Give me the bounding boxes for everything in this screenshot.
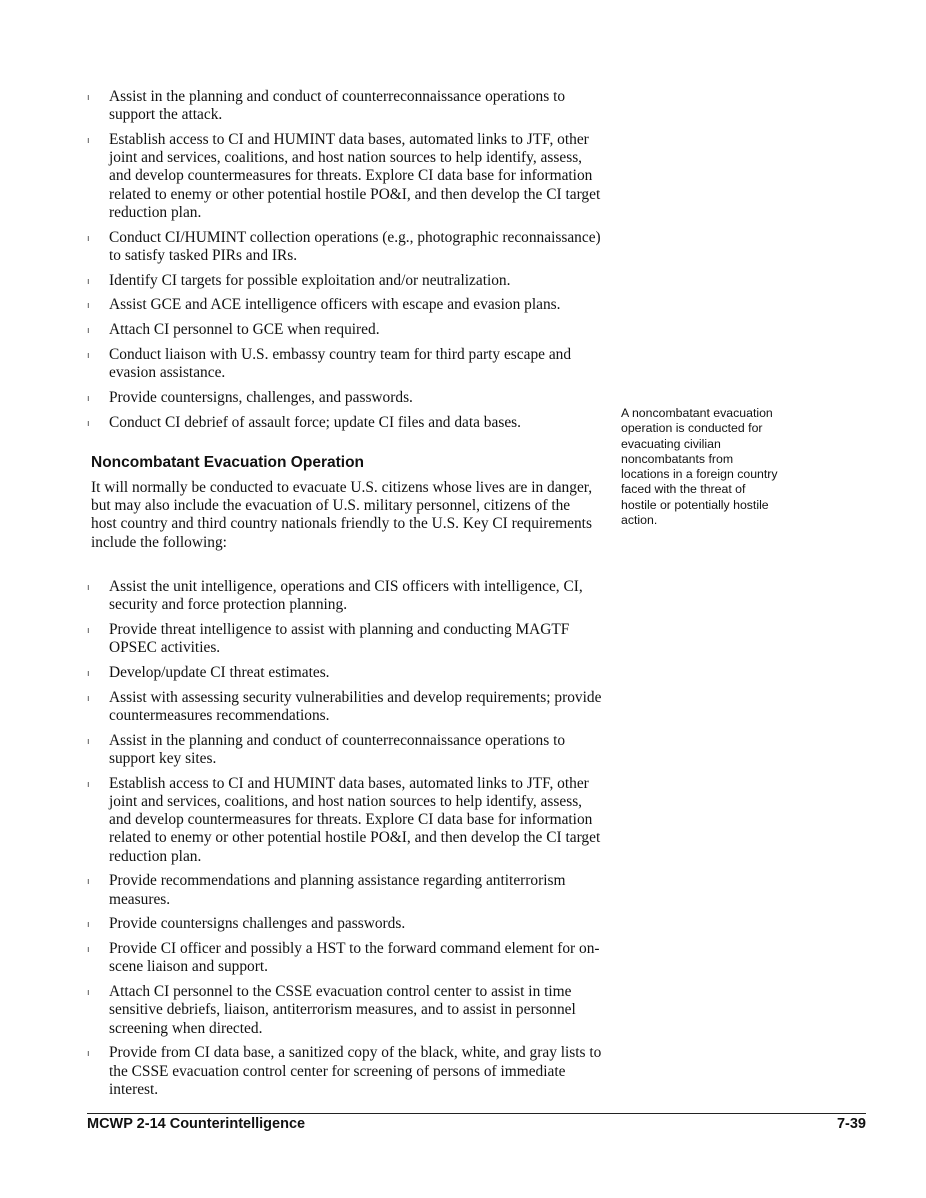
list-item-text: Assist GCE and ACE intelligence officers with escape and evasion plans.	[109, 296, 561, 314]
list-item-text: Provide CI officer and possibly a HST to the forward command element for on-scene liaison and support.	[109, 940, 600, 976]
bullet-marker: ı	[87, 668, 90, 678]
bullet-marker: ı	[87, 350, 90, 360]
list-item	[87, 578, 607, 614]
list-item	[87, 346, 607, 382]
bullet-list-before	[87, 88, 607, 439]
footer-rule	[87, 1113, 866, 1114]
list-item	[87, 296, 607, 314]
bullet-marker: ı	[87, 778, 90, 789]
bullet-marker: ı	[87, 582, 90, 592]
list-item-text: Provide countersigns challenges and passwords.	[109, 915, 406, 933]
list-item-text: Conduct liaison with U.S. embassy country team for third party escape and evasion assistance.	[109, 346, 572, 382]
bullet-marker: ı	[87, 417, 90, 428]
list-item	[87, 131, 607, 222]
list-item	[87, 414, 607, 432]
bullet-marker: ı	[87, 1048, 90, 1059]
bullet-marker: ı	[87, 876, 90, 887]
list-item-text: Provide countersigns, challenges, and passwords.	[109, 389, 413, 406]
bullet-marker: ı	[87, 232, 90, 243]
bullet-marker: ı	[87, 919, 90, 930]
list-item-text: Assist the unit intelligence, operations and CIS officers with intelligence, CI, security and force protection planning.	[109, 578, 583, 614]
list-item-text: Establish access to CI and HUMINT data bases, automated links to JTF, other joint and services, coalitions, and host nation sources to help identify, assess, and develop countermeasures for threats. Explore CI data base for information related to enemy or other potential hostile PO&I, and then develop the CI target reduction plan.	[109, 131, 601, 221]
bullet-marker: ı	[87, 92, 90, 102]
list-item-text: Provide recommendations and planning assistance regarding antiterrorism measures.	[109, 872, 566, 908]
bullet-marker: ı	[87, 275, 90, 286]
bullet-marker: ı	[87, 944, 90, 955]
list-item	[87, 983, 607, 1038]
bullet-marker: ı	[87, 987, 90, 998]
list-item	[87, 321, 607, 339]
list-item-text: Establish access to CI and HUMINT data bases, automated links to JTF, other joint and services, coalitions, and host nation sources to help identify, assess, and develop countermeasures for threats. Explore CI data base for information related to enemy or other potential hostile PO&I, and then develop the CI target reduction plan.	[109, 774, 601, 865]
list-item-text: Assist in the planning and conduct of counterreconnaissance operations to support key sites.	[109, 731, 566, 767]
list-item-text: Identify CI targets for possible exploitation and/or neutralization.	[109, 271, 511, 289]
list-item	[87, 732, 607, 768]
bullet-marker: ı	[87, 393, 90, 403]
bullet-marker: ı	[87, 692, 90, 703]
list-item-text: Assist in the planning and conduct of counterreconnaissance operations to support the attack.	[109, 88, 566, 124]
list-item-text: Provide from CI data base, a sanitized copy of the black, white, and gray lists to the CSSE evacuation control center for screening of persons of immediate interest.	[109, 1044, 602, 1098]
footer-title: MCWP 2-14 Counterintelligence	[87, 1116, 306, 1132]
list-item-text: Assist with assessing security vulnerabilities and develop requirements; provide countermeasures recommendations.	[109, 688, 602, 724]
list-item	[87, 88, 607, 124]
bullet-marker: ı	[87, 135, 90, 145]
list-item	[87, 229, 607, 265]
list-item	[87, 389, 607, 407]
list-item-text: Conduct CI/HUMINT collection operations (e.g., photographic reconnaissance) to satisfy tasked PIRs and IRs.	[109, 228, 601, 264]
section-paragraph: It will normally be conducted to evacuate U.S. citizens whose lives are in danger, but may also include the evacuation of U.S. military personnel, citizens of the host country and third country nationals friendly to the U.S. Key CI requirements include the following:	[91, 479, 593, 551]
list-item	[87, 1044, 607, 1099]
bullet-marker: ı	[87, 325, 90, 336]
page-number: 7-39	[836, 1116, 866, 1132]
list-item	[87, 621, 607, 657]
bullet-marker: ı	[87, 625, 90, 635]
list-item	[87, 775, 607, 866]
bullet-marker: ı	[87, 735, 90, 746]
list-item-text: Attach CI personnel to the CSSE evacuation control center to assist in time sensitive debriefs, liaison, antiterrorism measures, and to assist in personnel screening when directed.	[109, 983, 576, 1037]
list-item	[87, 664, 607, 682]
bullet-marker: ı	[87, 300, 90, 311]
list-item	[87, 940, 607, 976]
list-item-text: Develop/update CI threat estimates.	[109, 664, 330, 681]
section-heading: Noncombatant Evacuation Operation	[91, 454, 365, 471]
list-item-text: Provide threat intelligence to assist with planning and conducting MAGTF OPSEC activities.	[109, 621, 570, 657]
list-item-text: Conduct CI debrief of assault force; update CI files and data bases.	[109, 413, 521, 431]
list-item	[87, 915, 607, 933]
list-item	[87, 689, 607, 725]
bullet-list-after	[87, 578, 607, 1106]
margin-note: A noncombatant evacuation operation is conducted for evacuating civilian noncombatants from locations in a foreign country faced with the threat of hostile or potentially hostile action.	[621, 406, 778, 528]
list-item	[87, 872, 607, 908]
list-item	[87, 272, 607, 290]
list-item-text: Attach CI personnel to GCE when required.	[109, 321, 380, 339]
